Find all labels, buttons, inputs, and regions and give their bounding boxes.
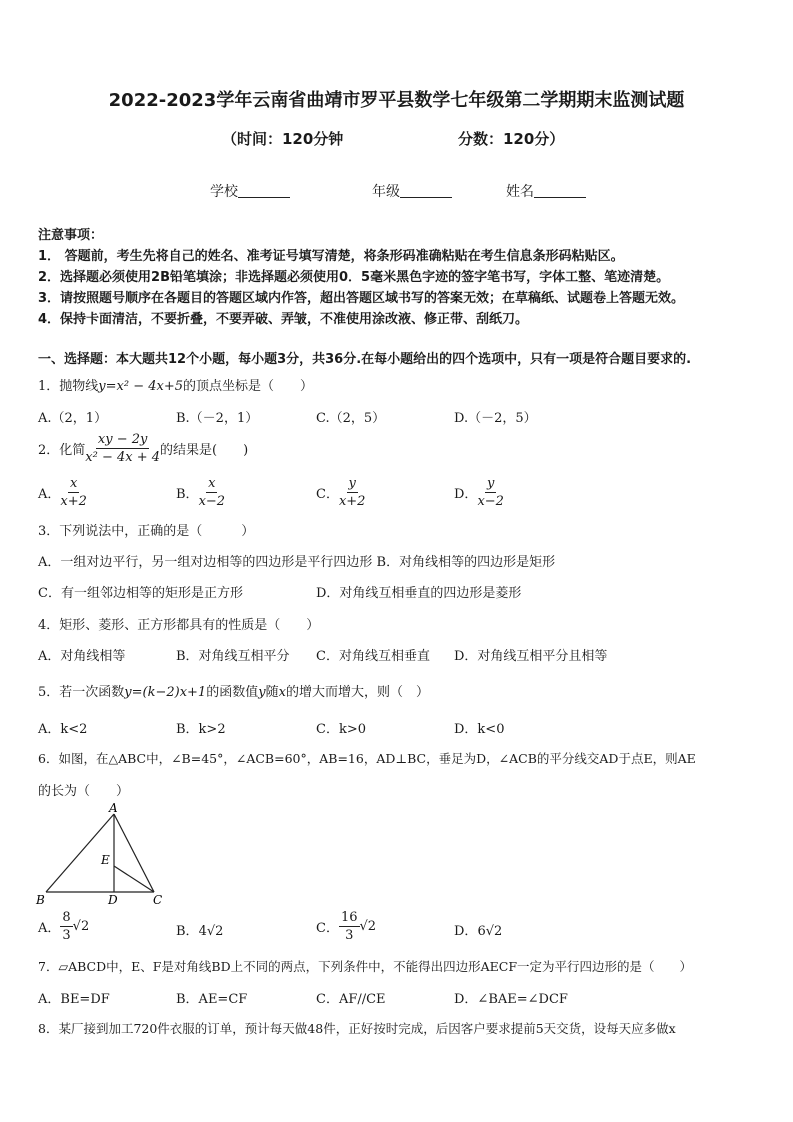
q6-b-value: 4√2	[198, 924, 224, 939]
q3-option-c[interactable]: C．有一组邻边相等的矩形是正方形	[38, 586, 243, 601]
q2-a-den: x+2	[60, 494, 87, 509]
q6-option-b[interactable]	[176, 920, 223, 939]
grade-label: 年级	[372, 184, 400, 200]
q2-b-den: x−2	[198, 494, 226, 509]
q1-option-d[interactable]: D.（－2，5）	[454, 411, 537, 426]
q1-expr: y=x² − 4x+5	[98, 379, 183, 394]
q5-option-a[interactable]: A．k<2	[38, 722, 88, 737]
q6-d-label: D．	[454, 924, 478, 939]
q2-a-num: x	[69, 476, 78, 491]
exam-score: 分数：120分）	[458, 130, 565, 148]
q2-d-num: y	[487, 476, 495, 491]
q6-option-c[interactable]	[316, 910, 376, 943]
school-label: 学校	[210, 184, 238, 200]
label-c: C	[153, 893, 163, 907]
q2-b-frac	[199, 476, 226, 509]
q6-option-a[interactable]	[38, 910, 89, 943]
notice-item-1: 1． 答题前，考生先将自己的姓名、准考证号填写清楚，将条形码准确粘贴在考生信息条形码粘贴区。	[38, 249, 624, 264]
q6-a-frac	[60, 910, 72, 943]
q2-post: 的结果是( )	[160, 443, 249, 458]
q2-option-d[interactable]	[454, 476, 504, 509]
q2-c-num: y	[348, 476, 356, 491]
triangle-figure	[34, 800, 174, 908]
q2-d-label: D．	[454, 487, 478, 502]
q2-fraction	[85, 432, 160, 465]
name-field	[506, 181, 586, 201]
side-ac	[114, 814, 154, 892]
q4-option-b[interactable]: B．对角线互相平分	[176, 649, 290, 664]
q5-var-x: x	[278, 685, 286, 700]
page-title: 2022-2023学年云南省曲靖市罗平县数学七年级第二学期期末监测试题	[108, 90, 685, 111]
q6-c-label: C．	[316, 921, 339, 936]
q6-c-den: 3	[345, 928, 354, 943]
q6-c-rad: √2	[359, 919, 377, 934]
q5-var-y: y	[258, 685, 266, 700]
q5-post: 的增大而增大，则（ ）	[285, 685, 429, 700]
q7-option-c[interactable]: C．AF//CE	[316, 992, 386, 1007]
q7-option-b[interactable]: B．AE=CF	[176, 992, 248, 1007]
q2-pre: 2．化简	[38, 443, 86, 458]
q6-option-d[interactable]	[454, 920, 502, 939]
label-a: A	[109, 801, 118, 815]
q6-c-num: 16	[340, 910, 358, 925]
q3-option-d[interactable]: D．对角线互相垂直的四边形是菱形	[316, 586, 522, 601]
q2-d-den: x−2	[477, 494, 504, 509]
q2-c-frac	[339, 476, 366, 509]
notice-item-4: 4．保持卡面清洁，不要折叠，不要弄破、弄皱，不准使用涂改液、修正带、刮纸刀。	[38, 312, 529, 327]
q5-option-d[interactable]: D．k<0	[454, 722, 505, 737]
q6-a-label: A．	[38, 921, 61, 936]
q5-expr: y=(k−2)x+1	[124, 685, 207, 700]
q2-option-a[interactable]	[38, 476, 87, 509]
question-7: 7．▱ABCD中，E、F是对角线BD上不同的两点，下列条件中，不能得出四边形AECF一定为平行四边形的是（ ）	[38, 959, 692, 974]
q2-option-b[interactable]	[176, 476, 225, 509]
notice-item-2: 2．选择题必须使用2B铅笔填涂；非选择题必须使用0．5毫米黑色字迹的签字笔书写，字体工整、笔迹清楚。	[38, 270, 670, 285]
q6-a-rad: √2	[72, 919, 90, 934]
q1-pre: 1．抛物线	[38, 379, 99, 394]
q5-option-b[interactable]: B．k>2	[176, 722, 226, 737]
q3-options-ab[interactable]: A．一组对边平行，另一组对边相等的四边形是平行四边形 B．对角线相等的四边形是矩形	[38, 555, 556, 570]
q5-pre: 5．若一次函数	[38, 685, 125, 700]
q1-option-c[interactable]: C.（2，5）	[316, 411, 386, 426]
q2-den: x² − 4x + 4	[85, 450, 161, 465]
question-6-cont: 的长为（ ）	[38, 784, 130, 799]
q6-c-frac	[339, 910, 360, 943]
name-label: 姓名	[506, 184, 534, 200]
q2-b-num: x	[208, 476, 216, 491]
question-3: 3．下列说法中，正确的是（ ）	[38, 524, 255, 539]
name-blank[interactable]	[534, 183, 586, 198]
q5-option-c[interactable]: C．k>0	[316, 722, 366, 737]
section-heading: 一、选择题：本大题共12个小题，每小题3分，共36分.在每小题给出的四个选项中，只有一项是符合题目要求的.	[38, 352, 692, 367]
q7-option-d[interactable]: D．∠BAE=∠DCF	[454, 992, 568, 1007]
label-d: D	[108, 893, 118, 907]
q2-b-label: B．	[176, 487, 199, 502]
label-e: E	[101, 853, 110, 867]
q2-a-label: A．	[38, 487, 61, 502]
q5-mid2: 随	[265, 685, 279, 700]
q4-option-a[interactable]: A．对角线相等	[38, 649, 126, 664]
q1-option-a[interactable]: A.（2，1）	[38, 411, 108, 426]
q5-mid: 的函数值	[206, 685, 259, 700]
q2-a-frac	[60, 476, 87, 509]
q2-num: xy − 2y	[97, 432, 148, 447]
exam-time: （时间：120分钟	[222, 130, 344, 148]
q1-option-b[interactable]: B.（－2，1）	[176, 411, 259, 426]
question-8: 8．某厂接到加工720件衣服的订单，预计每天做48件，正好按时完成，后因客户要求提前5天交货，设每天应多做x	[38, 1021, 676, 1036]
question-1	[38, 375, 313, 394]
q4-option-d[interactable]: D．对角线互相平分且相等	[454, 649, 608, 664]
q6-d-value: 6√2	[477, 924, 503, 939]
q4-option-c[interactable]: C．对角线互相垂直	[316, 649, 430, 664]
q2-c-den: x+2	[338, 494, 366, 509]
question-5	[38, 681, 429, 700]
q6-b-label: B．	[176, 924, 199, 939]
grade-blank[interactable]	[400, 183, 452, 198]
q6-a-den: 3	[62, 928, 71, 943]
q2-c-label: C．	[316, 487, 339, 502]
q6-a-num: 8	[62, 910, 71, 925]
school-blank[interactable]	[238, 183, 290, 198]
question-2	[38, 432, 248, 465]
q1-post: 的顶点坐标是（ ）	[182, 379, 313, 394]
school-field	[210, 181, 290, 201]
notice-heading: 注意事项：	[38, 228, 104, 243]
grade-field	[372, 181, 452, 201]
question-4: 4．矩形、菱形、正方形都具有的性质是（ ）	[38, 618, 320, 633]
question-6: 6．如图，在△ABC中，∠B=45°，∠ACB=60°，AB=16，AD⊥BC，垂足为D，∠ACB的平分线交AD于点E，则AE	[38, 751, 696, 766]
q2-option-c[interactable]	[316, 476, 365, 509]
q7-option-a[interactable]: A．BE=DF	[38, 992, 110, 1007]
notice-item-3: 3．请按照题号顺序在各题目的答题区域内作答，超出答题区域书写的答案无效；在草稿纸、试题卷上答题无效。	[38, 291, 685, 306]
label-b: B	[36, 893, 45, 907]
q2-d-frac	[477, 476, 504, 509]
